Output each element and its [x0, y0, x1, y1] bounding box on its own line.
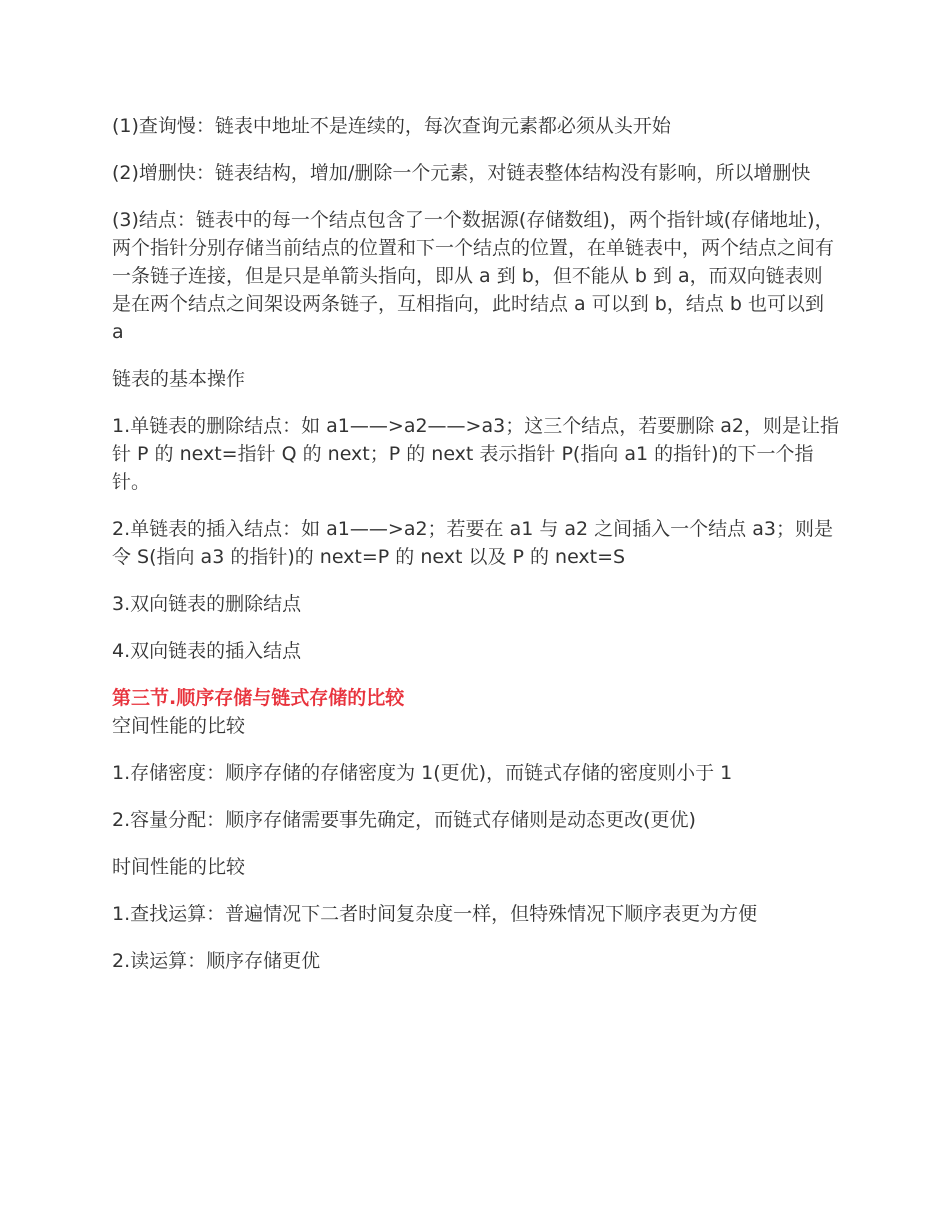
- time-item-2: 2.读运算：顺序存储更优: [112, 950, 321, 972]
- space-item-2: 2.容量分配：顺序存储需要事先确定，而链式存储则是动态更改(更优): [112, 809, 696, 831]
- basic-ops-item-2: 2.单链表的插入结点：如 a1——>a2；若要在 a1 与 a2 之间插入一个结点 a3；则是令 S(指向 a3 的指针)的 next=P 的 next 以及 P 的 next=S: [112, 518, 833, 568]
- basic-ops-item-4: 4.双向链表的插入结点: [112, 640, 302, 662]
- time-performance-title: 时间性能的比较: [112, 856, 246, 878]
- paragraph-insert-delete-fast: (2)增删快：链表结构，增加/删除一个元素，对链表整体结构没有影响，所以增删快: [112, 162, 811, 184]
- time-item-1: 1.查找运算：普遍情况下二者时间复杂度一样，但特殊情况下顺序表更为方便: [112, 903, 758, 925]
- basic-ops-item-3: 3.双向链表的删除结点: [112, 593, 302, 615]
- basic-ops-item-1: 1.单链表的删除结点：如 a1——>a2——>a3；这三个结点，若要删除 a2，则是让指针 P 的 next=指针 Q 的 next；P 的 next 表示指针 P(指向 a1 的指针)的下一个指针。: [112, 415, 839, 493]
- basic-ops-title: 链表的基本操作: [112, 368, 246, 390]
- section-heading: 第三节.顺序存储与链式存储的比较: [112, 687, 405, 709]
- document-page: [112, 112, 840, 994]
- space-item-1: 1.存储密度：顺序存储的存储密度为 1(更优)，而链式存储的密度则小于 1: [112, 762, 733, 784]
- space-performance-title: 空间性能的比较: [112, 715, 246, 737]
- paragraph-query-slow: (1)查询慢：链表中地址不是连续的，每次查询元素都必须从头开始: [112, 115, 671, 137]
- paragraph-node: (3)结点：链表中的每一个结点包含了一个数据源(存储数组)，两个指针域(存储地址)，两个指针分别存储当前结点的位置和下一个结点的位置，在单链表中，两个结点之间有一条链子连接，但是只是单箭头指向，即从 a 到 b，但不能从 b 到 a，而双向链表则是在两个结点之间架设两条链子，互相指向，此时结点 a 可以到 b，结点 b 也可以到 a: [112, 209, 835, 343]
